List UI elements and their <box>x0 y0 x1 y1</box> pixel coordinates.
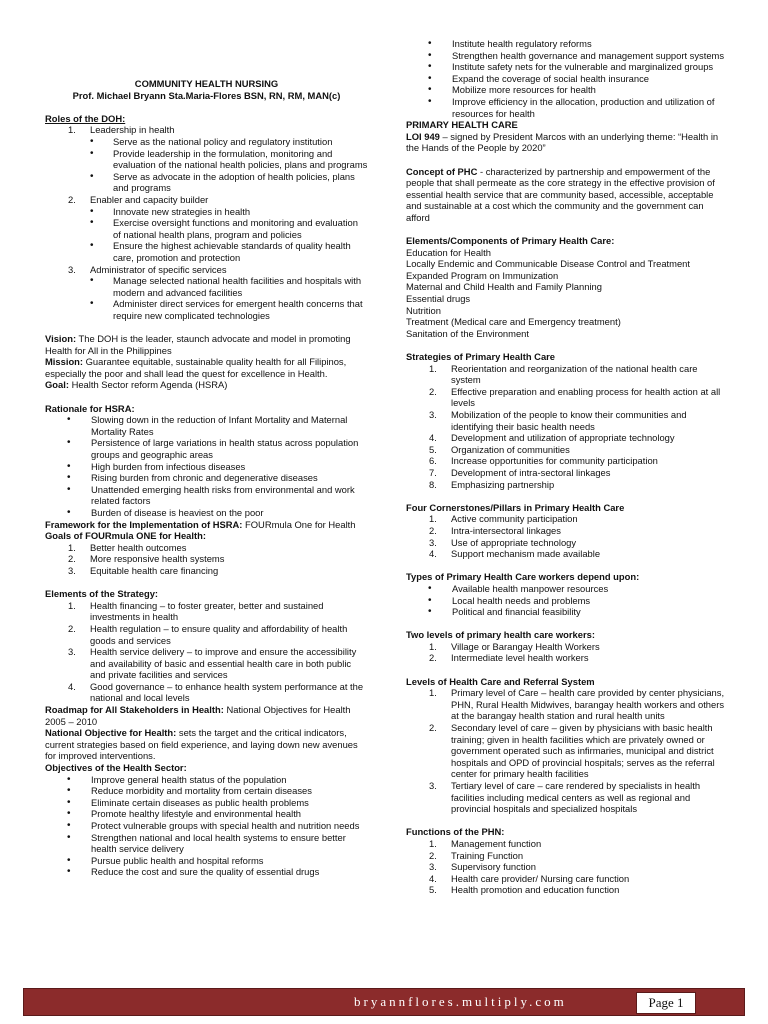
item-text: Tertiary level of care – care rendered by specialists in health facilities including medical centers as well as regional and provincial hospitals and specialized hospitals <box>451 780 701 815</box>
two-levels-heading: Two levels of primary health care workers: <box>406 629 595 641</box>
item-number: 2. <box>429 849 437 861</box>
role-sub-list <box>45 275 368 321</box>
bullet-item: • Protect vulnerable groups with special health and nutrition needs <box>45 820 368 832</box>
cornerstones-list <box>406 513 726 559</box>
item-text: Good governance – to enhance health system performance at the national and local levels <box>90 680 364 704</box>
role-label: Leadership in health <box>90 124 175 136</box>
component-item: Locally Endemic and Communicable Disease Control and Treatment <box>406 258 690 270</box>
item-number: 6. <box>429 455 437 467</box>
item-number: 2. <box>68 553 76 565</box>
bullet-item: • Institute safety nets for the vulnerable and marginalized groups <box>406 61 726 73</box>
role-number: 2. <box>68 193 76 205</box>
item-number: 4. <box>68 680 76 692</box>
right-column <box>406 0 726 896</box>
list-item <box>406 479 726 491</box>
role-sub-item: • Manage selected national health facilities and hospitals with modern and advanced facilities <box>45 275 368 298</box>
bullet-item: • Reduce morbidity and mortality from certain diseases <box>45 785 368 797</box>
bullet-item: • Improve efficiency in the allocation, production and utilization of resources for health <box>406 96 726 119</box>
bullet-item: • Strengthen health governance and management support systems <box>406 50 726 62</box>
bullet-item: • Expand the coverage of social health insurance <box>406 73 726 85</box>
framework-paragraph: Framework for the Implementation of HSRA: FOURmula One for Health <box>45 518 356 530</box>
list-item <box>406 537 726 549</box>
component-item: Treatment (Medical care and Emergency treatment) <box>406 316 621 328</box>
list-item <box>406 780 726 815</box>
item-text: Primary level of Care – health care provided by center physicians, PHN, Rural Health Midwives, barangay health workers and others at the barangay health station and rural health units <box>451 687 725 722</box>
page-number: Page 1 <box>636 992 696 1014</box>
role-label: Administrator of specific services <box>90 263 227 275</box>
item-number: 1. <box>429 513 437 525</box>
item-text: Intermediate level health workers <box>451 652 589 664</box>
role-sub-item: • Administer direct services for emergent health concerns that require new complicated technologies <box>45 298 368 321</box>
component-item: Expanded Program on Immunization <box>406 269 559 281</box>
item-text: Training Function <box>451 849 524 861</box>
bullet-item: • Rising burden from chronic and degenerative diseases <box>45 472 368 484</box>
item-text: Effective preparation and enabling process for health action at all levels <box>451 385 721 409</box>
national-objective-paragraph: National Objective for Health: sets the target and the critical indicators, current strategies based on field experience, and laying down new avenues for improved interventions. <box>45 727 358 762</box>
item-text: Health regulation – to ensure quality and affordability of health goods and services <box>90 622 348 646</box>
page-footer <box>23 988 745 1016</box>
item-number: 8. <box>429 478 437 490</box>
list-item <box>406 641 726 653</box>
footer-site-link[interactable]: bryannflores.multiply.com <box>354 994 567 1009</box>
item-number: 2. <box>429 722 437 734</box>
item-text: Reorientation and reorganization of the national health care system <box>451 362 698 386</box>
list-item <box>406 722 726 780</box>
item-number: 4. <box>429 872 437 884</box>
item-number: 2. <box>429 385 437 397</box>
item-number: 1. <box>429 687 437 699</box>
item-number: 5. <box>429 884 437 896</box>
objectives-list <box>45 774 368 878</box>
strategies-heading: Strategies of Primary Health Care <box>406 351 556 363</box>
component-item: Education for Health <box>406 246 491 258</box>
item-number: 1. <box>429 362 437 374</box>
role-label: Enabler and capacity builder <box>90 193 209 205</box>
components-list <box>406 247 726 340</box>
role-item <box>45 194 368 206</box>
item-number: 2. <box>429 524 437 536</box>
types-list <box>406 583 726 618</box>
item-number: 2. <box>68 622 76 634</box>
item-number: 1. <box>429 640 437 652</box>
document-title: COMMUNITY HEALTH NURSING <box>134 78 279 89</box>
role-number: 1. <box>68 124 76 136</box>
goals-heading: Goals of FOURmula ONE for Health: <box>45 530 206 542</box>
role-number: 3. <box>68 263 76 275</box>
list-item <box>406 687 726 722</box>
item-text: Health financing – to foster greater, better and sustained investments in health <box>90 599 324 623</box>
item-number: 1. <box>429 837 437 849</box>
item-number: 1. <box>68 541 76 553</box>
item-text: Emphasizing partnership <box>451 478 555 490</box>
list-item <box>45 600 368 623</box>
role-sub-item: • Provide leadership in the formulation, monitoring and evaluation of the national health policies, plans and programs <box>45 148 368 171</box>
bullet-item: • Burden of disease is heaviest on the poor <box>45 507 368 519</box>
item-number: 3. <box>429 861 437 873</box>
role-sub-item: • Ensure the highest achievable standards of quality health care, promotion and protection <box>45 240 368 263</box>
list-item <box>406 884 726 896</box>
goals-list <box>45 542 368 577</box>
item-text: Village or Barangay Health Workers <box>451 640 600 652</box>
item-text: Intra-intersectoral linkages <box>451 524 561 536</box>
bullet-item: • Persistence of large variations in health status across population groups and geographic areas <box>45 437 368 460</box>
role-sub-item: • Serve as advocate in the adoption of health policies, plans and programs <box>45 171 368 194</box>
list-item <box>406 432 726 444</box>
functions-heading: Functions of the PHN: <box>406 826 505 838</box>
list-item <box>406 386 726 409</box>
item-text: Supervisory function <box>451 861 536 873</box>
component-item: Maternal and Child Health and Family Planning <box>406 281 602 293</box>
role-item <box>45 264 368 276</box>
list-item <box>406 467 726 479</box>
mission-paragraph: Mission: Guarantee equitable, sustainable quality health for all Filipinos, especially the poor and shall lead the quest for excellence in Health. <box>45 356 347 379</box>
list-item <box>45 623 368 646</box>
item-text: Health promotion and education function <box>451 884 620 896</box>
item-text: Support mechanism made available <box>451 548 601 560</box>
item-number: 4. <box>429 548 437 560</box>
referral-heading: Levels of Health Care and Referral System <box>406 675 595 687</box>
rationale-list <box>45 414 368 518</box>
role-sub-item: • Innovate new strategies in health <box>45 206 368 218</box>
item-text: Health service delivery – to improve and ensure the accessibility and availability of basic and essential health care in both public and private facilities and services <box>90 646 357 681</box>
bullet-item: • Mobilize more resources for health <box>406 84 726 96</box>
list-item <box>45 542 368 554</box>
bullet-item: • Reduce the cost and sure the quality of essential drugs <box>45 866 368 878</box>
list-item <box>406 652 726 664</box>
bullet-item: • Pursue public health and hospital reforms <box>45 855 368 867</box>
bullet-item: • High burden from infectious diseases <box>45 461 368 473</box>
document-author: Prof. Michael Bryann Sta.Maria-Flores BSN, RN, RM, MAN(c) <box>72 89 341 101</box>
role-sub-list <box>45 206 368 264</box>
item-number: 3. <box>429 409 437 420</box>
item-number: 2. <box>429 652 437 664</box>
role-sub-item: • Exercise oversight functions and monitoring and evaluation of national health plans, program and policies <box>45 217 368 240</box>
bullet-item: • Available health manpower resources <box>406 583 726 595</box>
bullet-item: • Institute health regulatory reforms <box>406 38 726 50</box>
goal-paragraph: Goal: Health Sector reform Agenda (HSRA) <box>45 379 228 391</box>
vision-paragraph: Vision: The DOH is the leader, staunch advocate and model in promoting Health for All in the Philippines <box>45 333 351 356</box>
item-text: Use of appropriate technology <box>451 536 577 548</box>
item-text: Better health outcomes <box>90 541 187 553</box>
elements-list <box>45 600 368 704</box>
list-item <box>45 646 368 681</box>
list-item <box>406 444 726 456</box>
list-item <box>45 565 368 577</box>
bullet-item: • Political and financial feasibility <box>406 606 726 618</box>
types-heading: Types of Primary Health Care workers depend upon: <box>406 571 640 583</box>
item-text: Mobilization of the people to know their communities and identifying their basic health needs <box>451 409 687 432</box>
item-text: Active community participation <box>451 513 578 525</box>
bullet-item: • Strengthen national and local health systems to ensure better health service delivery <box>45 832 368 855</box>
roadmap-paragraph: Roadmap for All Stakeholders in Health: National Objectives for Health 2005 – 2010 <box>45 704 351 727</box>
list-item <box>406 838 726 850</box>
component-item: Nutrition <box>406 304 441 316</box>
role-item <box>45 124 368 136</box>
component-item: Sanitation of the Environment <box>406 327 529 339</box>
item-text: Management function <box>451 837 542 849</box>
list-item <box>406 861 726 873</box>
item-number: 3. <box>68 564 76 576</box>
list-item <box>45 681 368 704</box>
item-text: Secondary level of care – given by physicians with basic health training; given in health facilities which are privately owned or government operated such as infirmaries, municipal and district hospitals and OPD of provincial hospitals; serves as the referral center for primary health facilities <box>451 722 715 780</box>
bullet-item: • Local health needs and problems <box>406 595 726 607</box>
left-column <box>45 0 368 878</box>
item-number: 4. <box>429 432 437 444</box>
list-item <box>45 553 368 565</box>
list-item <box>406 548 726 560</box>
bullet-item: • Improve general health status of the population <box>45 774 368 786</box>
two-levels-list <box>406 641 726 664</box>
list-item <box>406 409 726 432</box>
item-text: Equitable health care financing <box>90 564 219 576</box>
bullet-item: • Promote healthy lifestyle and environmental health <box>45 808 368 820</box>
item-text: More responsive health systems <box>90 553 225 565</box>
bullet-item: • Eliminate certain diseases as public health problems <box>45 797 368 809</box>
loi-paragraph: LOI 949 – signed by President Marcos with an underlying theme: “Health in the Hands of the People by 2020” <box>406 130 719 154</box>
objectives-heading: Objectives of the Health Sector: <box>45 762 187 774</box>
roles-list <box>45 124 368 321</box>
list-item <box>406 363 726 386</box>
list-item <box>406 873 726 885</box>
roles-heading: Roles of the DOH: <box>45 112 126 124</box>
components-heading: Elements/Components of Primary Health Care: <box>406 235 615 247</box>
item-text: Health care provider/ Nursing care function <box>451 872 630 884</box>
item-text: Development of intra-sectoral linkages <box>451 466 611 478</box>
rationale-heading: Rationale for HSRA: <box>45 402 135 414</box>
component-item: Essential drugs <box>406 293 471 305</box>
functions-list <box>406 838 726 896</box>
item-number: 7. <box>429 466 437 478</box>
item-number: 5. <box>429 443 437 455</box>
bullet-item: • Slowing down in the reduction of Infant Mortality and Maternal Mortality Rates <box>45 414 368 437</box>
role-sub-item: • Serve as the national policy and regulatory institution <box>45 136 368 148</box>
list-item <box>406 525 726 537</box>
referral-list <box>406 687 726 815</box>
strategies-list <box>406 363 726 491</box>
list-item <box>406 850 726 862</box>
item-number: 3. <box>429 536 437 548</box>
bullet-item: • Unattended emerging health risks from environmental and work related factors <box>45 484 368 507</box>
phc-heading: PRIMARY HEALTH CARE <box>406 119 518 131</box>
item-number: 1. <box>68 599 76 611</box>
concept-paragraph: Concept of PHC - characterized by partnership and empowerment of the people that shall permeate as the core strategy in the effective provision of essential health service that are community based, accessible, acceptable and sustainable at a cost which the community and the government can afford <box>406 165 715 223</box>
objectives-list-continued <box>406 38 726 119</box>
list-item <box>406 513 726 525</box>
cornerstones-heading: Four Cornerstones/Pillars in Primary Health Care <box>406 501 625 513</box>
item-number: 3. <box>68 646 76 658</box>
item-text: Increase opportunities for community participation <box>451 455 658 467</box>
item-text: Development and utilization of appropriate technology <box>451 432 675 444</box>
item-text: Organization of communities <box>451 443 570 455</box>
elements-heading: Elements of the Strategy: <box>45 588 159 600</box>
list-item <box>406 455 726 467</box>
item-number: 3. <box>429 780 437 791</box>
role-sub-list <box>45 136 368 194</box>
